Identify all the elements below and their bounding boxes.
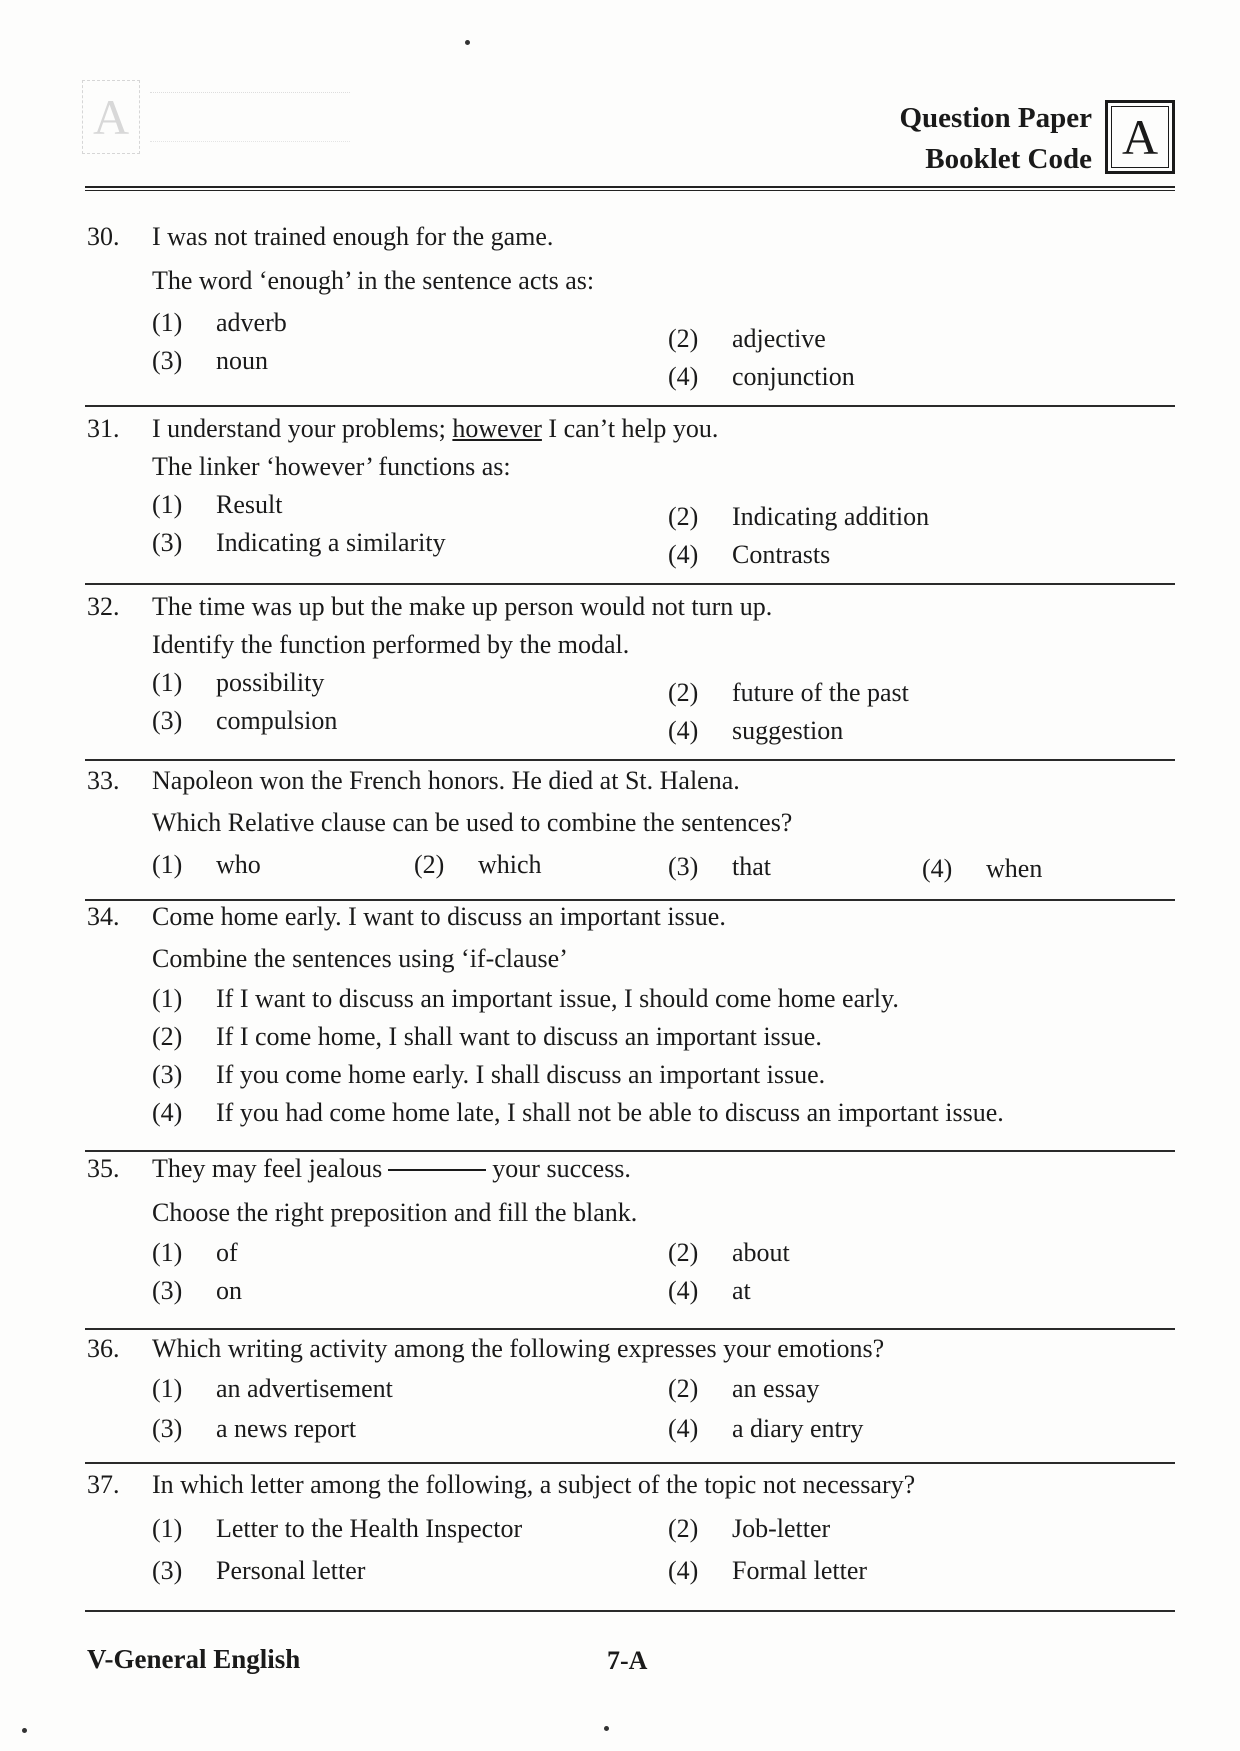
question-divider <box>85 899 1175 901</box>
option-3 <box>152 346 268 376</box>
option-1 <box>152 490 282 520</box>
option-text: Personal letter <box>216 1556 366 1585</box>
option-text: suggestion <box>732 716 844 745</box>
option-number: (3) <box>152 1414 183 1443</box>
footer-divider <box>85 1610 1175 1612</box>
option-4 <box>922 854 1042 884</box>
option-text: on <box>216 1276 242 1305</box>
option-text: Indicating a similarity <box>216 528 446 557</box>
option-number: (4) <box>922 854 953 883</box>
option-number: (2) <box>668 1238 699 1267</box>
option-4 <box>152 1098 1004 1128</box>
question-number: 36. <box>87 1334 120 1363</box>
option-number: (2) <box>668 1514 699 1543</box>
option-number: (4) <box>668 1556 699 1585</box>
option-number: (3) <box>668 852 699 881</box>
faint-logo-mark: A <box>82 80 140 154</box>
question-instruction: The word ‘enough’ in the sentence acts as: <box>152 266 595 295</box>
option-4 <box>668 1414 863 1444</box>
option-text: If I want to discuss an important issue, I should come home early. <box>216 984 899 1013</box>
option-number: (3) <box>152 1556 183 1585</box>
question-instruction: Combine the sentences using ‘if-clause’ <box>152 944 568 973</box>
option-number: (2) <box>668 678 699 707</box>
option-number: (4) <box>668 540 699 569</box>
option-number: (3) <box>152 528 183 557</box>
option-number: (3) <box>152 346 183 375</box>
question-stem: In which letter among the following, a subject of the topic not necessary? <box>152 1470 916 1499</box>
option-1 <box>152 850 261 880</box>
stem-text-before: I understand your problems; <box>152 414 453 443</box>
question-stem: Come home early. I want to discuss an important issue. <box>152 902 726 931</box>
option-text: conjunction <box>732 362 855 391</box>
option-number: (1) <box>152 984 183 1013</box>
option-2 <box>668 1514 830 1544</box>
option-number: (3) <box>152 1060 183 1089</box>
footer-page-number: 7-A <box>607 1646 648 1675</box>
option-text: a diary entry <box>732 1414 864 1443</box>
option-text: Letter to the Health Inspector <box>216 1514 523 1543</box>
option-text: adverb <box>216 308 287 337</box>
booklet-code-label-line2: Booklet Code <box>925 143 1092 175</box>
scan-speck <box>604 1726 609 1731</box>
booklet-code-label-line1: Question Paper <box>899 102 1092 134</box>
option-1 <box>152 984 899 1014</box>
question-number: 33. <box>87 766 120 795</box>
question-instruction: Choose the right preposition and fill the blank. <box>152 1198 638 1227</box>
option-number: (1) <box>152 1374 183 1403</box>
option-2 <box>414 850 542 880</box>
option-3 <box>152 1276 242 1306</box>
option-text: Formal letter <box>732 1556 868 1585</box>
option-3 <box>668 852 771 882</box>
option-text: that <box>732 852 771 881</box>
option-number: (4) <box>668 716 699 745</box>
option-text: noun <box>216 346 268 375</box>
question-divider <box>85 1328 1175 1330</box>
option-3 <box>152 1414 356 1444</box>
option-3 <box>152 706 337 736</box>
underlined-word: however <box>452 414 542 443</box>
option-text: which <box>478 850 542 879</box>
option-2 <box>668 1238 790 1268</box>
option-text: a news report <box>216 1414 357 1443</box>
option-number: (2) <box>668 324 699 353</box>
question-number: 35. <box>87 1154 120 1183</box>
option-number: (2) <box>668 1374 699 1403</box>
question-stem <box>152 1154 631 1184</box>
question-number: 34. <box>87 902 120 931</box>
option-text: of <box>216 1238 238 1267</box>
option-text: adjective <box>732 324 826 353</box>
option-1 <box>152 1374 393 1404</box>
option-text: an advertisement <box>216 1374 393 1403</box>
question-number: 31. <box>87 414 120 443</box>
option-1 <box>152 668 324 698</box>
option-number: (4) <box>152 1098 183 1127</box>
option-text: an essay <box>732 1374 820 1403</box>
option-text: at <box>732 1276 751 1305</box>
option-2 <box>152 1022 822 1052</box>
option-2 <box>668 324 826 354</box>
option-text: If I come home, I shall want to discuss an important issue. <box>216 1022 822 1051</box>
option-number: (1) <box>152 850 183 879</box>
option-number: (1) <box>152 1514 183 1543</box>
question-divider <box>85 405 1175 407</box>
option-text: who <box>216 850 261 879</box>
option-text: possibility <box>216 668 325 697</box>
option-1 <box>152 308 287 338</box>
scan-speck <box>465 40 470 45</box>
fill-in-blank <box>388 1169 486 1171</box>
footer-subject: V-General English <box>87 1644 301 1674</box>
option-4 <box>668 362 855 392</box>
question-number: 32. <box>87 592 120 621</box>
option-4 <box>668 540 830 570</box>
option-number: (3) <box>152 1276 183 1305</box>
option-4 <box>668 1556 867 1586</box>
question-instruction: Identify the function performed by the modal. <box>152 630 630 659</box>
option-text: Result <box>216 490 283 519</box>
option-4 <box>668 1276 751 1306</box>
option-text: If you had come home late, I shall not be able to discuss an important issue. <box>216 1098 1004 1127</box>
option-number: (2) <box>152 1022 183 1051</box>
option-3 <box>152 1060 825 1090</box>
option-text: Contrasts <box>732 540 831 569</box>
option-number: (4) <box>668 1414 699 1443</box>
question-instruction: Which Relative clause can be used to combine the sentences? <box>152 808 793 837</box>
option-1 <box>152 1238 238 1268</box>
option-3 <box>152 528 446 558</box>
question-stem: Which writing activity among the following expresses your emotions? <box>152 1334 885 1363</box>
question-stem: Napoleon won the French honors. He died at St. Halena. <box>152 766 740 795</box>
question-number: 37. <box>87 1470 120 1499</box>
option-text: Job-letter <box>732 1514 831 1543</box>
scan-speck <box>22 1728 27 1733</box>
question-divider <box>85 759 1175 761</box>
stem-text-after: I can’t help you. <box>541 414 719 443</box>
question-divider <box>85 1462 1175 1464</box>
option-number: (4) <box>668 362 699 391</box>
option-number: (1) <box>152 308 183 337</box>
stem-text-after: your success. <box>492 1154 631 1183</box>
option-number: (1) <box>152 1238 183 1267</box>
option-number: (3) <box>152 706 183 735</box>
option-number: (1) <box>152 490 183 519</box>
question-divider <box>85 583 1175 585</box>
booklet-code-box: A <box>1105 100 1175 174</box>
option-text: compulsion <box>216 706 338 735</box>
option-1 <box>152 1514 522 1544</box>
option-3 <box>152 1556 365 1586</box>
option-number: (4) <box>668 1276 699 1305</box>
option-text: future of the past <box>732 678 909 707</box>
option-text: about <box>732 1238 790 1267</box>
option-text: If you come home early. I shall discuss an important issue. <box>216 1060 826 1089</box>
question-stem: The time was up but the make up person would not turn up. <box>152 592 773 621</box>
option-number: (1) <box>152 668 183 697</box>
option-2 <box>668 502 929 532</box>
option-text: Indicating addition <box>732 502 930 531</box>
option-2 <box>668 678 909 708</box>
stem-text-before: They may feel jealous <box>152 1154 383 1183</box>
question-number: 30. <box>87 222 120 251</box>
question-instruction: The linker ‘however’ functions as: <box>152 452 511 481</box>
question-stem: I was not trained enough for the game. <box>152 222 554 251</box>
faint-header-text <box>150 92 350 142</box>
option-number: (2) <box>668 502 699 531</box>
option-number: (2) <box>414 850 445 879</box>
option-4 <box>668 716 843 746</box>
header-divider <box>85 186 1175 191</box>
option-text: when <box>986 854 1043 883</box>
option-2 <box>668 1374 819 1404</box>
question-divider <box>85 1150 1175 1152</box>
question-stem <box>152 414 718 444</box>
booklet-code-label <box>899 98 1092 180</box>
